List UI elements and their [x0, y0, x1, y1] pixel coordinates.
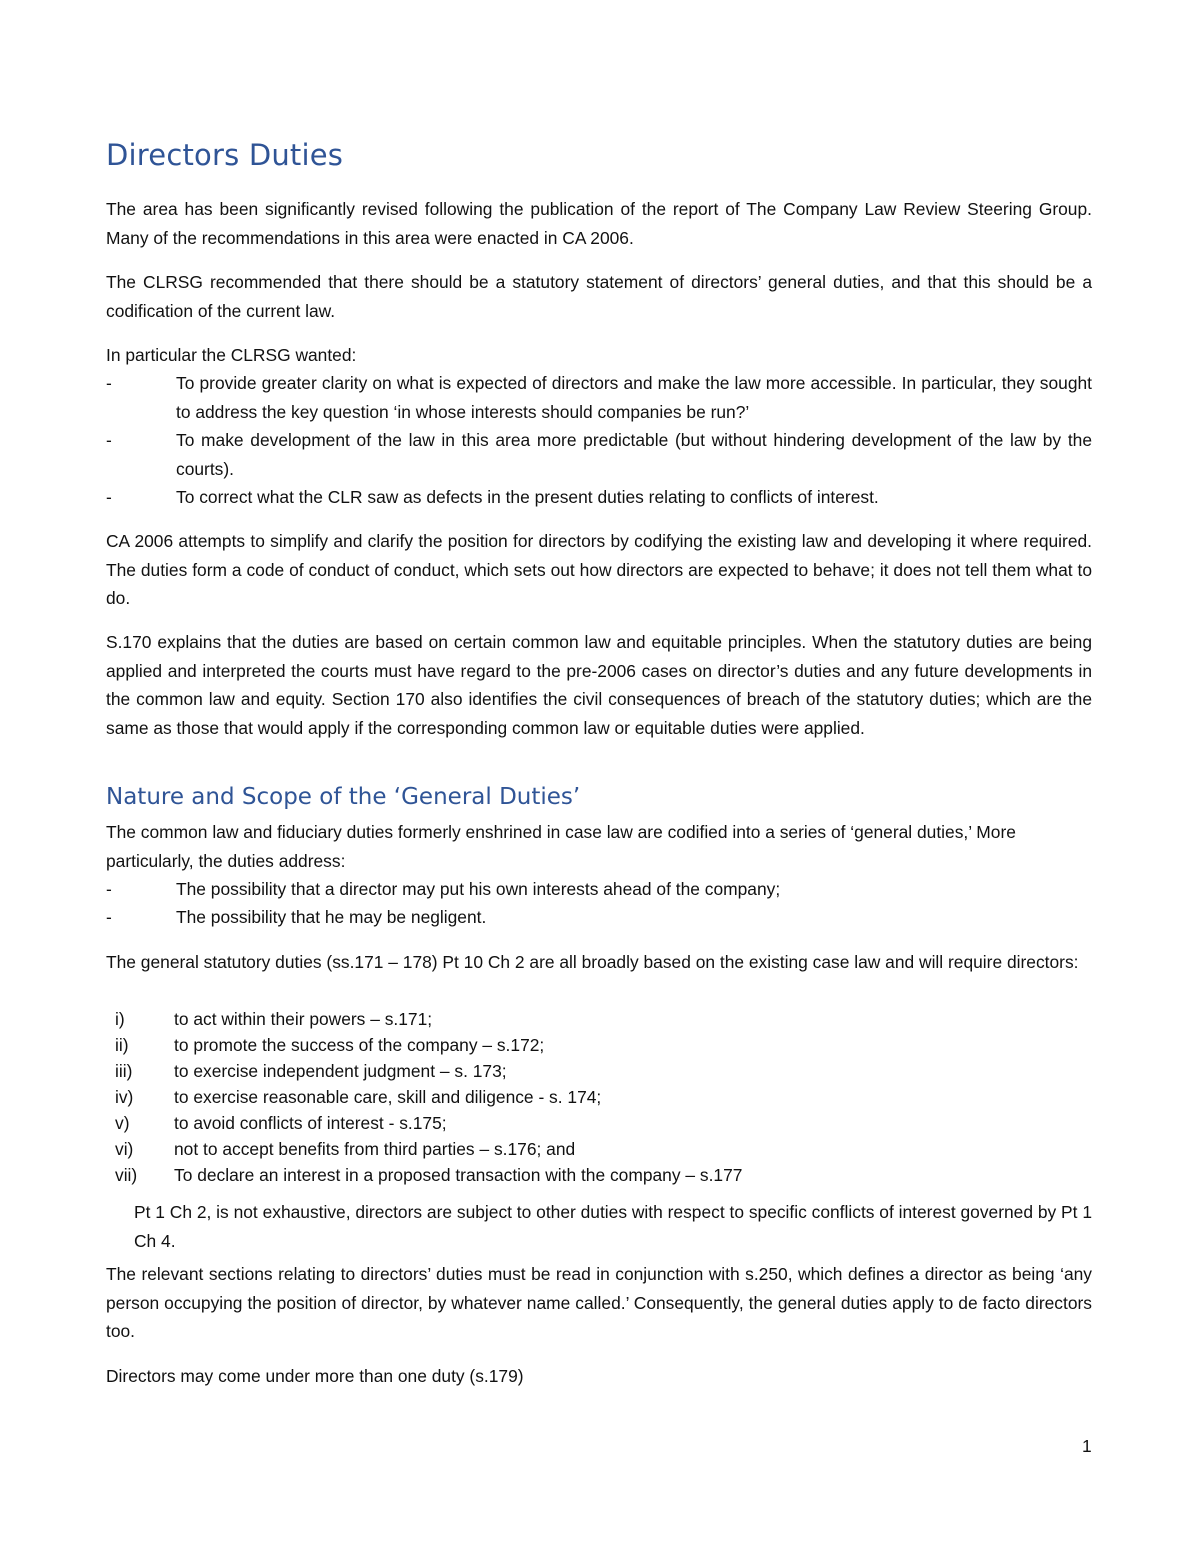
s179-paragraph: Directors may come under more than one duty (s.179): [106, 1366, 524, 1386]
duty-text: to avoid conflicts of interest - s.175;: [174, 1113, 447, 1133]
document-page: [106, 0, 1092, 1553]
bullet-dash: -: [106, 430, 112, 450]
section2-intro-paragraph: The common law and fiduciary duties formerly enshrined in case law are codified into a series of ‘general duties,’ More particularly, the duties address:: [106, 822, 1016, 871]
duty-text: not to accept benefits from third parties – s.176; and: [174, 1139, 576, 1159]
bullet-text: The possibility that he may be negligent.: [176, 907, 487, 927]
page-number: 1: [1082, 1436, 1092, 1456]
bullet-text: The possibility that a director may put his own interests ahead of the company;: [176, 879, 781, 899]
duty-number: i): [115, 1009, 125, 1029]
intro-paragraph-2: The CLRSG recommended that there should be a statutory statement of directors’ general duties, and that this should be a codification of the current law.: [106, 272, 1092, 321]
bullet-text: To provide greater clarity on what is expected of directors and make the law more accessible. In particular, they sought to address the key question ‘in whose interests should companies be run?’: [176, 373, 1092, 422]
ca2006-paragraph: CA 2006 attempts to simplify and clarify the position for directors by codifying the existing law and developing it where required. The duties form a code of conduct of conduct, which sets out how directors are expected to behave; it does not tell them what to do.: [106, 531, 1092, 608]
clrsg-lead-in: In particular the CLRSG wanted:: [106, 345, 357, 365]
general-duties-paragraph: The general statutory duties (ss.171 – 178) Pt 10 Ch 2 are all broadly based on the existing case law and will require directors:: [106, 952, 1079, 972]
duty-number: ii): [115, 1035, 129, 1055]
bullet-dash: -: [106, 487, 112, 507]
duty-text: To declare an interest in a proposed transaction with the company – s.177: [174, 1165, 743, 1185]
s170-paragraph: S.170 explains that the duties are based on certain common law and equitable principles. When the statutory duties are being applied and interpreted the courts must have regard to the pre-2006 cases on director’s duties and any future developments in the common law and equity. Section 170 also identifies the civil consequences of breach of the statutory duties; which are the same as those that would apply if the corresponding common law or equitable duties were applied.: [106, 632, 1092, 738]
duty-text: to exercise reasonable care, skill and diligence - s. 174;: [174, 1087, 602, 1107]
duty-text: to exercise independent judgment – s. 173;: [174, 1061, 507, 1081]
bullet-dash: -: [106, 879, 112, 899]
duty-number: v): [115, 1113, 130, 1133]
s250-paragraph: The relevant sections relating to directors’ duties must be read in conjunction with s.250, which defines a director as being ‘any person occupying the position of director, by whatever name called.’ Consequently, the general duties apply to de facto directors too.: [106, 1264, 1092, 1341]
document-title: Directors Duties: [106, 138, 344, 172]
section-heading-general-duties: Nature and Scope of the ‘General Duties’: [106, 784, 581, 810]
duty-number: iii): [115, 1061, 133, 1081]
bullet-text: To correct what the CLR saw as defects in the present duties relating to conflicts of interest.: [176, 487, 879, 507]
duty-number: vii): [115, 1165, 138, 1185]
duty-number: vi): [115, 1139, 134, 1159]
bullet-text: To make development of the law in this area more predictable (but without hindering development of the law by the courts).: [176, 430, 1092, 479]
duty-text: to act within their powers – s.171;: [174, 1009, 433, 1029]
intro-paragraph-1: The area has been significantly revised following the publication of the report of The Company Law Review Steering Group. Many of the recommendations in this area were enacted in CA 2006.: [106, 199, 1092, 248]
bullet-dash: -: [106, 907, 112, 927]
bullet-dash: -: [106, 373, 112, 393]
pt1-paragraph: Pt 1 Ch 2, is not exhaustive, directors are subject to other duties with respect to specific conflicts of interest governed by Pt 1 Ch 4.: [134, 1202, 1092, 1251]
duty-number: iv): [115, 1087, 134, 1107]
duty-text: to promote the success of the company – s.172;: [174, 1035, 545, 1055]
